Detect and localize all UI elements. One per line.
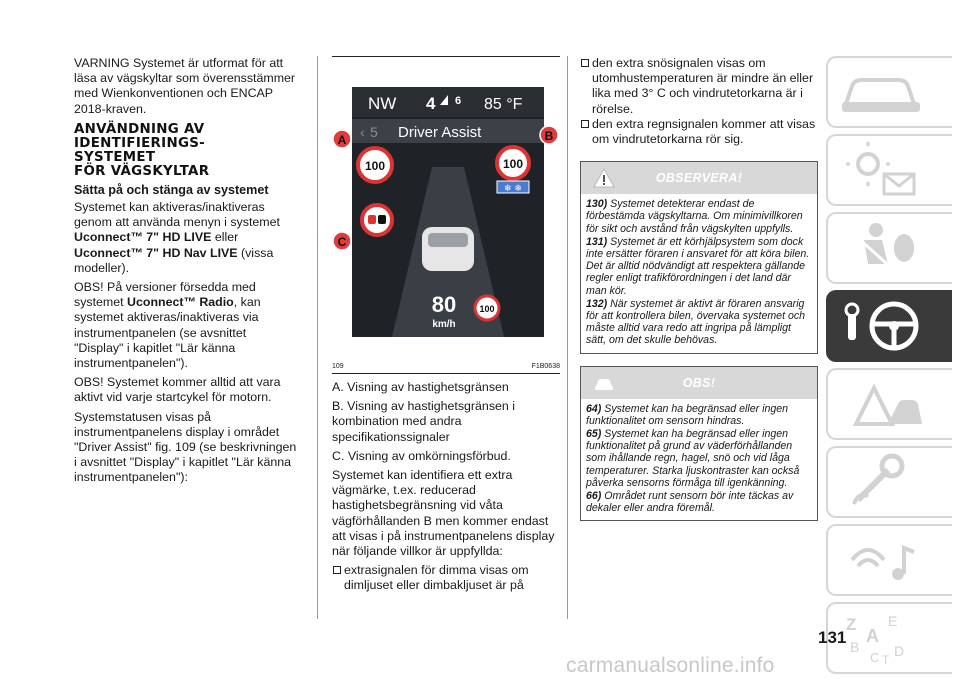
breakdown-warning-icon [838,374,928,436]
speed-sign-a-value: 100 [364,159,386,173]
note-item: 65) Systemet kan ha begränsad eller ingen funktionalitet på grund av väderförhållanden som ihållande regn, hagel, snö och vid låga temperaturer. Starka ljuskontraster kan också påverka sensorns förmåga till igenkänning. [586,428,800,489]
tab-starting-driving[interactable] [826,290,952,362]
svg-text:B: B [850,639,860,655]
bullet-snow: den extra snösignalen visas om utomhustemperaturen är mindre än eller lika med 3° C och vindrutetorkarna är i rörelse. [580,56,818,117]
column-divider-2 [567,56,568,619]
driver-assist-display-illustration [332,57,560,375]
figure-code: F1B0638 [531,363,560,370]
figure-109 [332,56,560,374]
callout-c-label: C [337,235,347,249]
gear-indicator: 4 [426,94,436,113]
warning-item: 131) Systemet är ett körhjälpsystem som dock inte ersätter föraren i ansvaret för att köra bilen. Det är alltid nödvändigt att respektera gällande regler enligt trafikförordningen i det land där man kör. [586,235,810,297]
svg-text:E: E [888,613,898,629]
note-panel-header [581,367,817,399]
figure-number: 109 [332,363,344,370]
speed-unit: km/h [432,319,456,330]
note-panel-title: OBS! [682,375,716,390]
note-item: 66) Området runt sensorn bör inte täckas av dekaler eller andra föremål. [586,490,794,515]
tab-safety[interactable] [826,212,952,284]
media-note-icon [838,530,928,592]
callout-a-label: A [337,133,347,147]
compass-heading: NW [368,94,397,113]
warning-lights-icon [838,140,928,202]
activation-paragraph: Systemet kan aktiveras/inaktiveras genom att använda menyn i systemet Uconnect™ 7" HD LIVE eller Uconnect™ 7" HD Nav LIVE (vissa modeller). [74,200,280,275]
snowflake-icon: ❄ ❄ [504,184,522,194]
checkbox-bullet-icon [581,120,589,128]
tab-multimedia[interactable] [826,524,952,596]
warning-panel [580,161,818,353]
checkbox-bullet-icon [333,566,341,574]
warning-item: 130) Systemet detekterar endast de förbestämda vägskyltarna. Om minimivillkoren för sikt och avstånd från vägskylten uppfylls. [586,198,803,235]
no-overtaking-sign-icon [362,205,392,235]
tab-maintenance[interactable] [826,446,952,518]
gear-next-indicator: 6 [455,95,462,107]
warning-panel-body [581,194,817,352]
svg-text:A: A [866,626,879,646]
note-item: 64) Systemet kan ha begränsad eller ingen funktionalitet om sensorn hindras. [586,402,789,427]
speed-sign-b-value: 100 [502,157,524,171]
svg-text:Z: Z [846,615,857,634]
bullet-rain: den extra regnsignalen kommer att visas om vindrutetorkarna rör sig. [580,117,818,147]
maintenance-wrench-icon [838,452,928,514]
tab-emergency[interactable] [826,368,952,440]
warning-panel-header [581,162,817,194]
current-speed: 80 [431,292,457,317]
status-paragraph: Systemstatusen visas på instrumentpanelens display i området "Driver Assist" fig. 109 (se beskrivningen i avsnittet "Display" i kapitlet "Lär känna instrumentpanelen"): [74,409,297,485]
index-letters-icon [838,608,928,670]
warning-item: 132) När systemet är aktivt är föraren ansvarig för att kontrollera bilen, övervaka systemet och måste alltid vara redo att ingripa på lämpligt sätt, om det skulle behövas. [586,297,806,347]
caption-a: A. Visning av hastighetsgränsen [332,380,509,394]
column-middle [332,56,560,594]
checkbox-bullet-icon [581,59,589,67]
callout-b-label: B [544,129,554,143]
prev-page-number: 5 [370,124,378,140]
watermark: carmanualsonline.info [566,654,775,677]
column-right [580,56,818,521]
page-number: 131 [818,628,847,647]
airbag-passenger-icon [838,218,928,280]
figure-captions [332,380,560,594]
section-heading: ANVÄNDNING AV IDENTIFIERINGS- SYSTEMET FÖR VÄGSKYLTAR [74,121,210,179]
caption-b: B. Visning av hastighetsgränsen i kombination med andra specifikationssignaler [332,399,515,444]
note-panel-body [581,399,817,521]
outside-temperature: 85 °F [484,96,523,113]
tab-dashboard[interactable] [826,56,952,128]
column-divider-1 [317,56,318,619]
tab-warning-lights[interactable] [826,134,952,206]
extra-sign-paragraph: Systemet kan identifiera ett extra vägmärke, t.ex. reducerad hastighetsbegränsning vid våta vägförhållanden B men kommer endast att visas i på instrumentpanelens display när följande villkor är uppfyllda: [332,468,555,559]
svg-text:T: T [882,653,890,667]
display-title: Driver Assist [398,124,482,141]
radio-note-paragraph: OBS! På versioner försedda med systemet Uconnect™ Radio, kan systemet aktiveras/inaktiveras via instrumentpanelen (se avsnittet "Display" i kapitlet "Lär känna instrumentpanelen"). [74,280,261,371]
bullet-fog: extrasignalen för dimma visas om dimljuset eller dimbakljuset är på [332,563,560,593]
steering-wheel-key-icon [838,296,928,358]
column-left [74,56,299,490]
speed-sign-small-value: 100 [479,304,495,314]
svg-text:D: D [894,643,905,659]
subheading: Sätta på och stänga av systemet [74,182,269,197]
chapter-tabs [826,56,952,680]
always-active-paragraph: OBS! Systemet kommer alltid att vara aktivt vid varje startcykel för motorn. [74,375,281,405]
note-panel [580,366,818,522]
prev-arrow-icon: ‹ [360,124,365,140]
car-dashboard-icon [838,62,928,124]
warning-paragraph: VARNING Systemet är utformat för att läsa av vägskyltar som överensstämmer med Wienkonventionen och ENCAP 2018-kraven. [74,56,296,116]
svg-text:C: C [870,650,880,665]
warning-panel-title: OBSERVERA! [655,171,743,186]
caption-c: C. Visning av omkörningsförbud. [332,448,511,463]
